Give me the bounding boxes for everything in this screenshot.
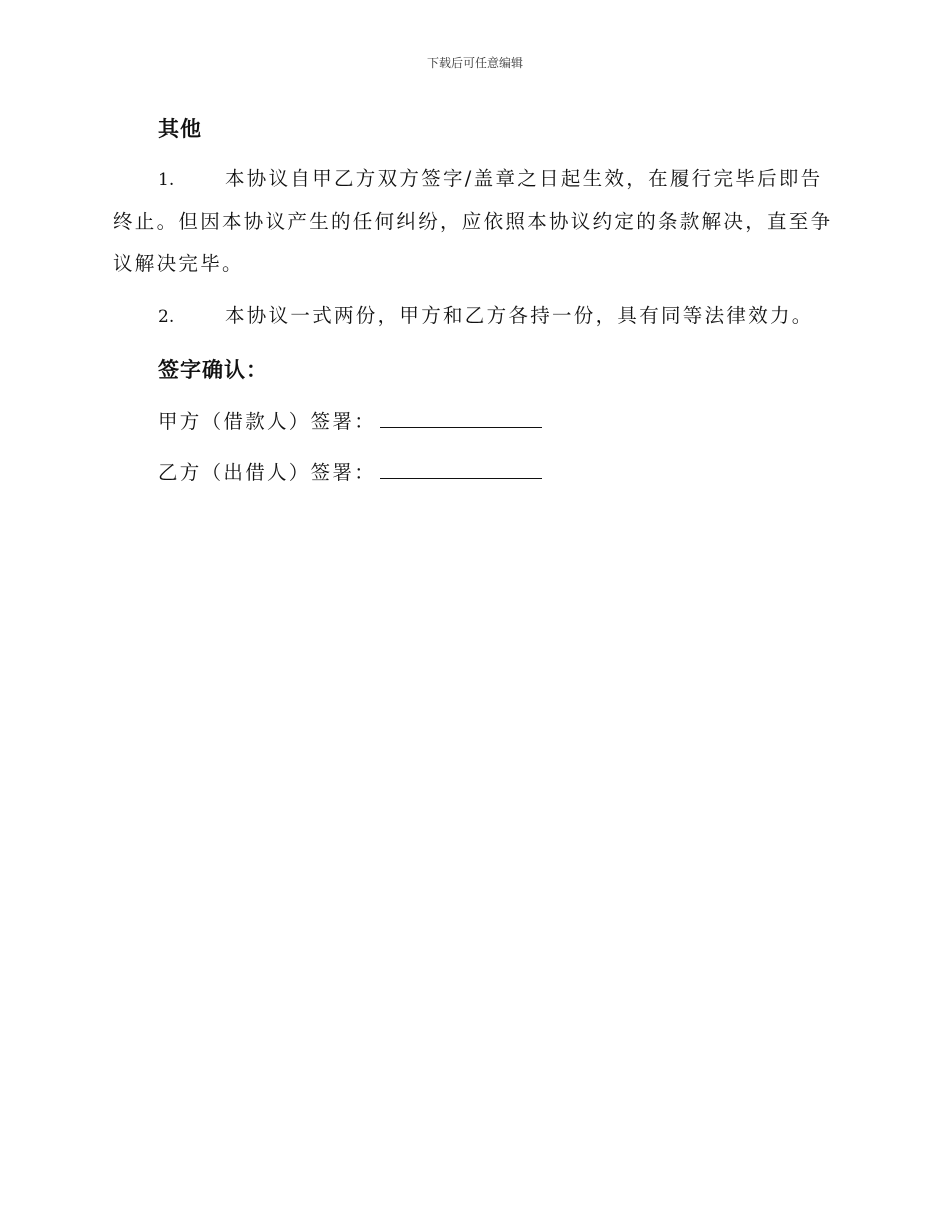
party-b-signature-line[interactable] — [380, 456, 542, 479]
party-b-signature-row — [158, 456, 542, 485]
clause-number: 2. — [158, 307, 175, 327]
clause-number: 1. — [158, 170, 175, 190]
party-a-signature-line[interactable] — [380, 405, 542, 428]
clause-text: 本协议一式两份，甲方和乙方各持一份，具有同等法律效力。 — [225, 304, 814, 327]
clause-2 — [113, 295, 833, 338]
signature-title: 签字确认： — [158, 357, 268, 382]
party-a-signature-row — [158, 405, 542, 434]
section-title: 其他 — [158, 116, 202, 141]
party-a-label: 甲方（借款人）签署： — [158, 410, 377, 433]
clause-1 — [113, 158, 833, 285]
party-b-label: 乙方（出借人）签署： — [158, 461, 377, 484]
page-header-note: 下载后可任意编辑 — [426, 56, 523, 70]
clause-text: 本协议自甲乙方双方签字/盖章之日起生效，在履行完毕后即告终止。但因本协议产生的任何纠纷，应依照本协议约定的条款解决，直至争议解决完毕。 — [113, 167, 833, 275]
